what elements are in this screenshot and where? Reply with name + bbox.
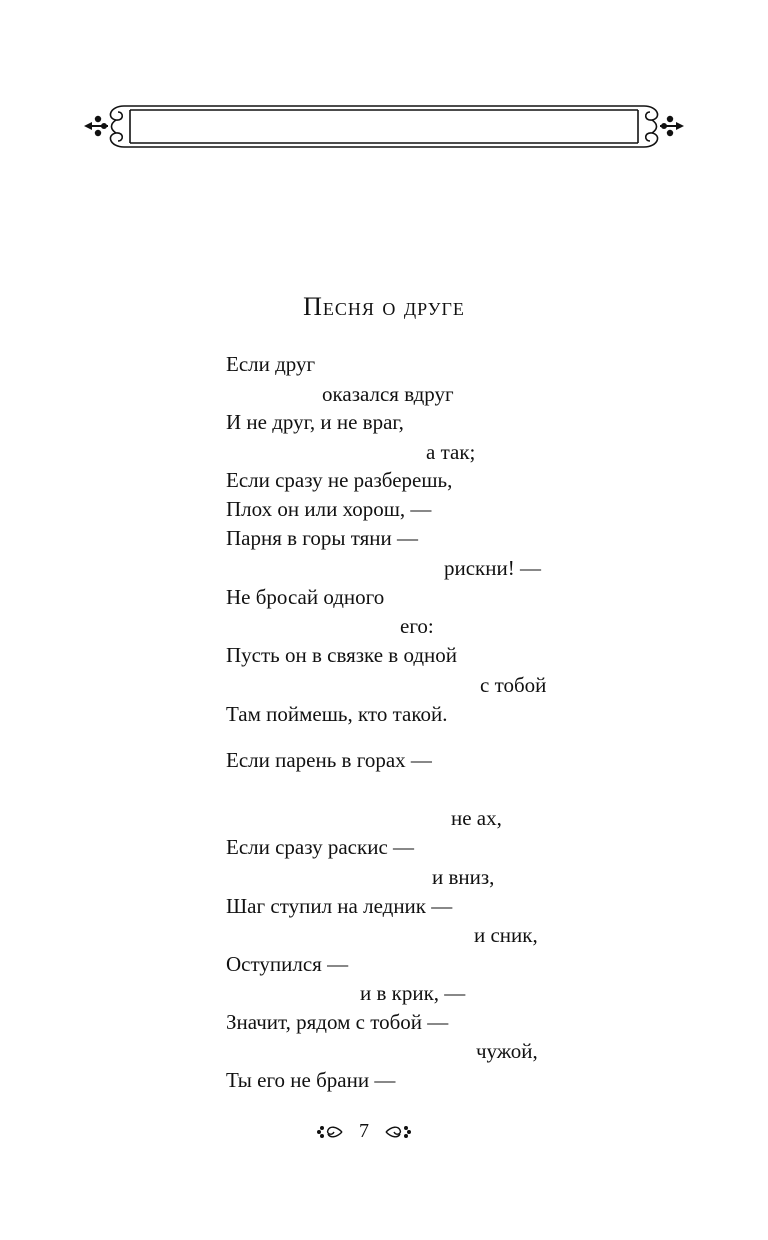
poem-line: а так; bbox=[426, 440, 476, 464]
poem-line: И не друг, и не враг, bbox=[226, 410, 404, 434]
poem-line: Плох он или хорош, — bbox=[226, 497, 432, 521]
poem-line: Если сразу не разберешь, bbox=[226, 468, 453, 492]
poem-line: Парня в горы тяни — bbox=[226, 526, 419, 550]
title-initial: П bbox=[303, 292, 323, 321]
poem-line: Оступился — bbox=[226, 952, 349, 976]
poem-line: Если друг bbox=[226, 352, 316, 376]
poem-line: его: bbox=[400, 614, 434, 638]
poem-line: Пусть он в связке в одной bbox=[226, 643, 458, 667]
poem-line: чужой, bbox=[476, 1039, 538, 1063]
poem-line: рискни! — bbox=[444, 556, 541, 580]
poem-line: Ты его не брани — bbox=[226, 1068, 396, 1092]
poem-line: оказался вдруг bbox=[322, 382, 454, 406]
poem-line: не ах, bbox=[451, 806, 502, 830]
poem-line: с тобой bbox=[480, 673, 547, 697]
title-rest: есня о друге bbox=[322, 292, 465, 321]
poem-line: и сник, bbox=[474, 923, 538, 947]
poem-line: Не бросай одного bbox=[226, 585, 385, 609]
poem-line: Если сразу раскис — bbox=[226, 835, 415, 859]
fleuron-right-icon bbox=[384, 1122, 412, 1147]
poem-line: Шаг ступил на ледник — bbox=[226, 894, 453, 918]
fleuron-left-icon bbox=[316, 1122, 344, 1147]
poem-line: Значит, рядом с тобой — bbox=[226, 1010, 449, 1034]
poem-line: Если парень в горах — bbox=[226, 748, 432, 772]
poem-line: и вниз, bbox=[432, 865, 495, 889]
page-number: 7 bbox=[359, 1120, 369, 1142]
page-footer bbox=[0, 1118, 768, 1148]
poem-line: Там поймешь, кто такой. bbox=[226, 702, 448, 726]
poem-line: и в крик, — bbox=[360, 981, 466, 1005]
